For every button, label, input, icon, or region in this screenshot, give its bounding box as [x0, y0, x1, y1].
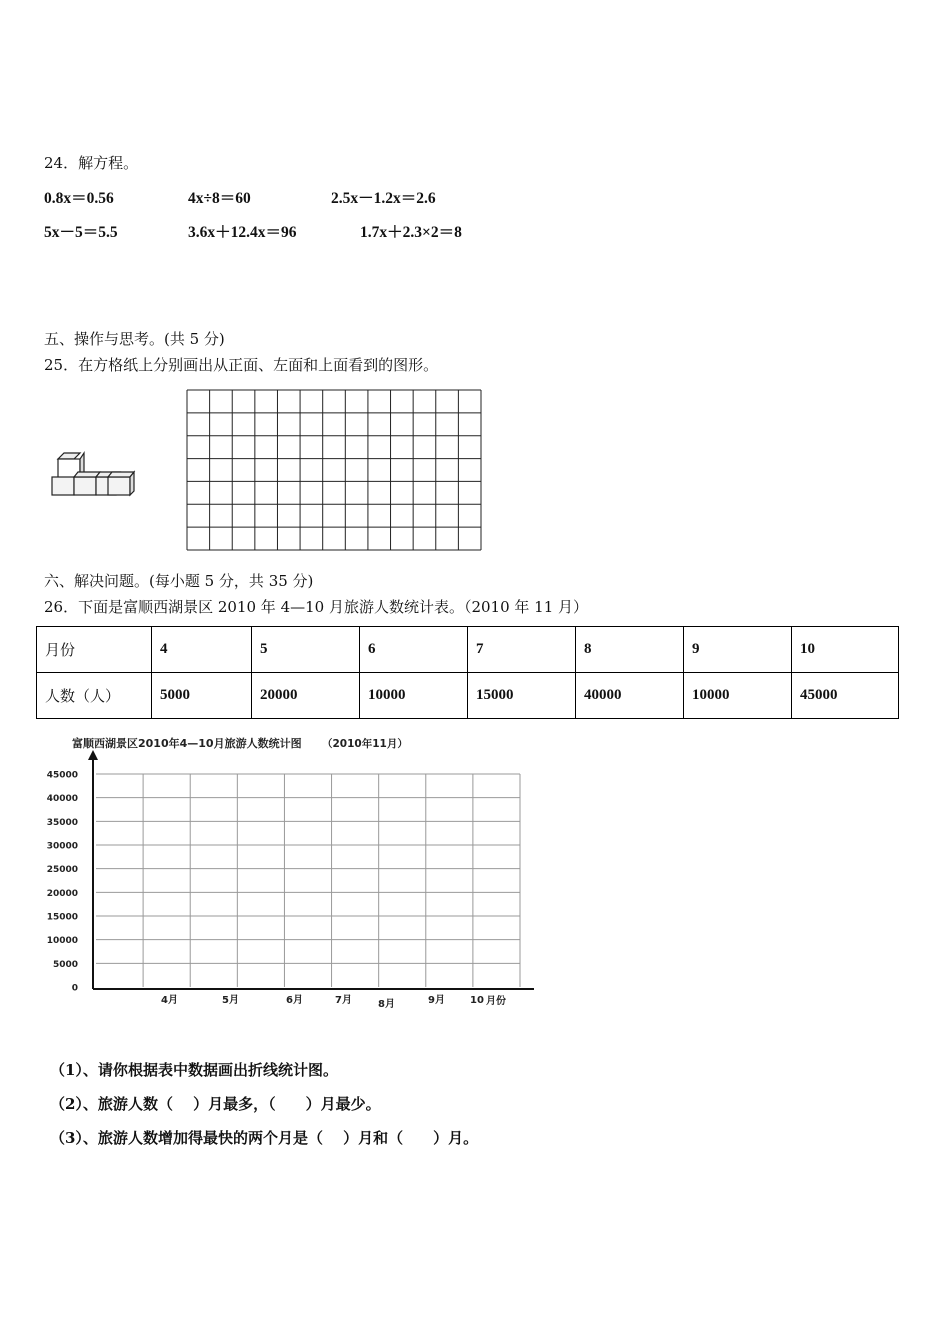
table-row-label: 人数（人） [37, 673, 152, 719]
chart-subtitle: （2010年11月） [322, 738, 408, 750]
q26-title: 26．下面是富顺西湖景区 2010 年 4—10 月旅游人数统计表。（2010 年 11 月） [44, 598, 589, 616]
table-cell: 4 [152, 627, 252, 673]
q25-title: 25．在方格纸上分别画出从正面、左面和上面看到的图形。 [44, 356, 439, 374]
q24-title: 24．解方程。 [44, 154, 139, 172]
y-tick-label: 30000 [46, 841, 78, 852]
x-tick-label: 6月 [286, 995, 303, 1006]
table-cell: 15000 [468, 673, 576, 719]
table-row [37, 673, 899, 719]
equation-1: 0.8x＝0.56 [44, 190, 114, 207]
chart-title: 富顺西湖景区2010年4—10月旅游人数统计图 [72, 737, 302, 750]
cube-figure [48, 450, 140, 498]
table-row [37, 627, 899, 673]
table-cell: 45000 [792, 673, 899, 719]
equation-3: 2.5x－1.2x＝2.6 [331, 190, 436, 207]
equation-2: 4x÷8＝60 [188, 190, 251, 207]
visitor-table [36, 626, 899, 719]
q26-sub1: （1）、请你根据表中数据画出折线统计图。 [50, 1061, 338, 1079]
x-tick-label: 5月 [222, 995, 239, 1006]
y-tick-label: 20000 [46, 888, 78, 899]
table-cell: 8 [576, 627, 684, 673]
y-tick-label: 0 [71, 983, 78, 994]
table-cell: 9 [684, 627, 792, 673]
y-tick-label: 45000 [46, 770, 78, 781]
table-cell: 7 [468, 627, 576, 673]
x-tick-label: 10 [470, 995, 484, 1006]
y-tick-label: 10000 [46, 936, 78, 947]
y-tick-label: 25000 [46, 865, 78, 876]
q26-sub3: （3）、旅游人数增加得最快的两个月是（ ）月和（ ）月。 [50, 1129, 479, 1147]
table-cell: 10 [792, 627, 899, 673]
table-cell: 5 [252, 627, 360, 673]
table-cell: 40000 [576, 673, 684, 719]
x-tick-label: 9月 [428, 995, 445, 1006]
section5-heading: 五、操作与思考。(共 5 分) [44, 330, 225, 348]
line-chart-template [40, 730, 550, 1020]
table-header-label: 月份 [37, 627, 152, 673]
x-axis-label: 月份 [486, 996, 506, 1007]
y-tick-label: 40000 [46, 794, 78, 805]
table-cell: 10000 [684, 673, 792, 719]
section6-heading: 六、解决问题。(每小题 5 分，共 35 分) [44, 572, 314, 590]
table-cell: 6 [360, 627, 468, 673]
grid-paper [186, 389, 482, 551]
q26-sub2: （2）、旅游人数（ ）月最多，（ ）月最少。 [50, 1095, 381, 1113]
equation-4: 5x－5＝5.5 [44, 224, 118, 241]
table-cell: 20000 [252, 673, 360, 719]
x-tick-label: 7月 [335, 995, 352, 1006]
x-tick-label: 4月 [161, 995, 178, 1006]
y-tick-label: 15000 [46, 912, 78, 923]
y-axis-arrow [88, 750, 98, 760]
equation-6: 1.7x＋2.3×2＝8 [360, 224, 462, 241]
table-cell: 5000 [152, 673, 252, 719]
y-tick-label: 5000 [52, 959, 78, 970]
y-tick-label: 35000 [46, 817, 78, 828]
x-tick-label: 8月 [378, 999, 395, 1010]
equation-5: 3.6x＋12.4x＝96 [188, 224, 297, 241]
table-cell: 10000 [360, 673, 468, 719]
